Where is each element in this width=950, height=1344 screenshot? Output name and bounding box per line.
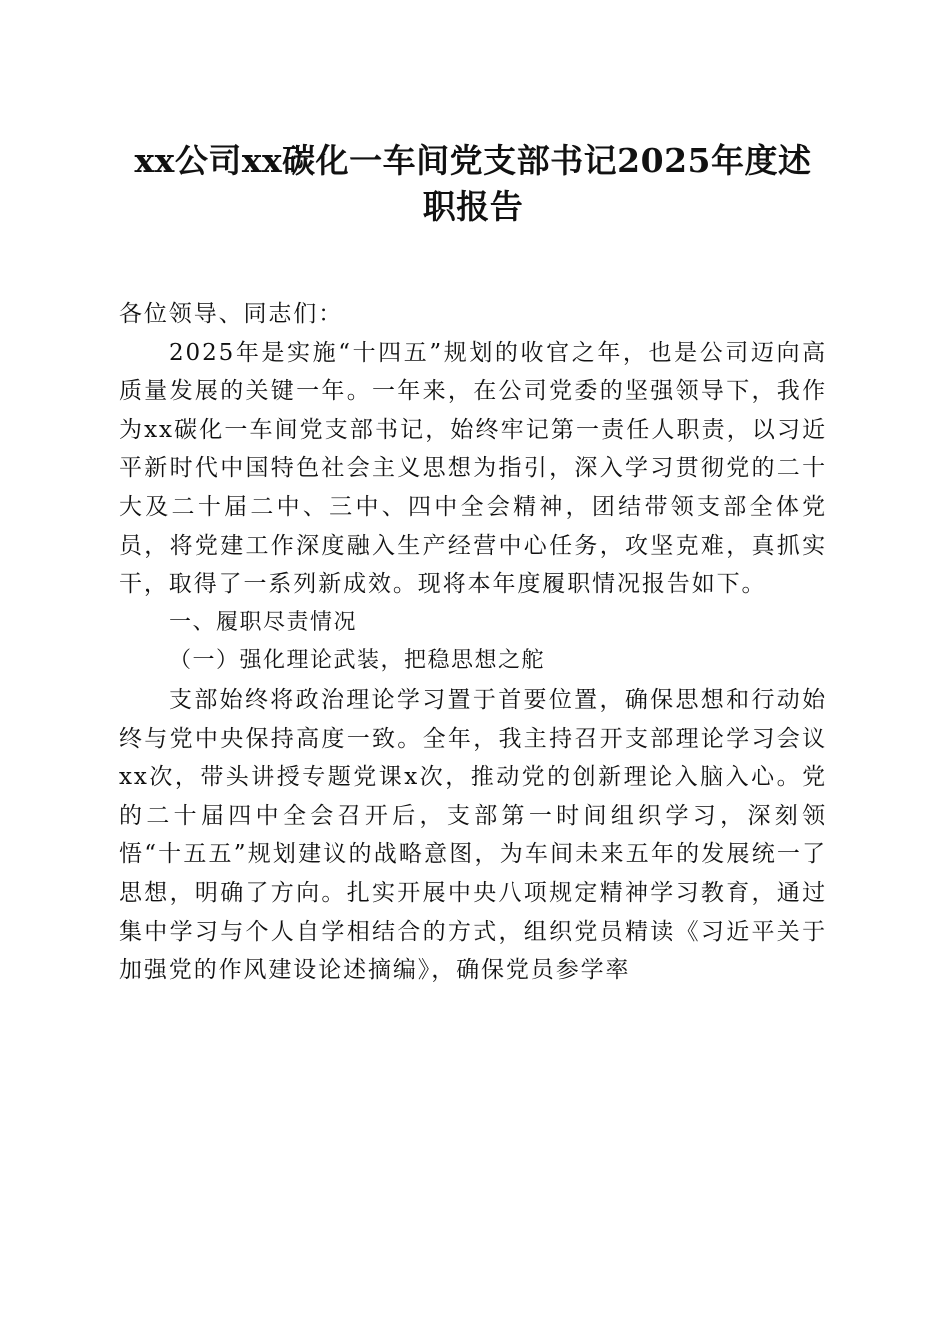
salutation: 各位领导、同志们：	[119, 301, 344, 327]
intro-paragraph: 2025年是实施“十四五”规划的收官之年，也是公司迈向高质量发展的关键一年。一年来，在公司党委的坚强领导下，我作为xx碳化一车间党支部书记，始终牢记第一责任人职责，以习近平新时代中国特色社会主义思想为指引，深入学习贯彻党的二十大及二十届二中、三中、四中全会精神，团结带领支部全体党员，将党建工作深度融入生产经营中心任务，攻坚克难，真抓实干，取得了一系列新成效。现将本年度履职情况报告如下。	[119, 339, 827, 598]
subsection-heading-1: （一）强化理论武装，把稳思想之舵	[169, 648, 546, 674]
document-title: xx公司xx碳化一车间党支部书记2025年度述职报告	[134, 141, 812, 226]
subsection-paragraph-1: 支部始终将政治理论学习置于首要位置，确保思想和行动始终与党中央保持高度一致。全年，我主持召开支部理论学习会议xx次，带头讲授专题党课x次，推动党的创新理论入脑入心。党的二十届四中全会召开后，支部第一时间组织学习，深刻领悟“十五五”规划建议的战略意图，为车间未来五年的发展统一了思想，明确了方向。扎实开展中央八项规定精神学习教育，通过集中学习与个人自学相结合的方式，组织党员精读《习近平关于加强党的作风建设论述摘编》，确保党员参学率	[119, 686, 827, 984]
section-heading-1: 一、履职尽责情况	[169, 609, 358, 635]
document-page	[119, 138, 827, 990]
